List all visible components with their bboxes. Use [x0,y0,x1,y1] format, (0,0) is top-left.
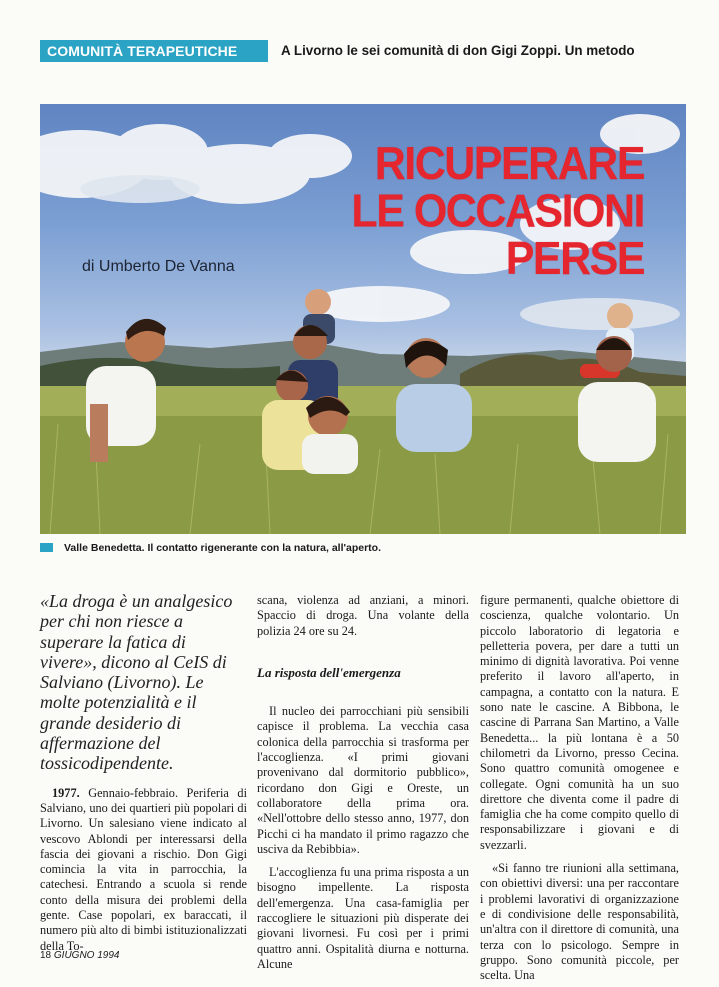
lead-year: 1977. [52,785,80,800]
column-1 [40,593,247,954]
byline: di Umberto De Vanna [82,258,235,275]
col3-paragraph-2: «Si fanno tre riunioni alla settimana, con obiettivi diversi: una per raccontare i problemi lavorativi di organizzazione e di condivisione delle responsabilità, un'altra con il direttore di comunità, una terza con lo psicologo. Sempre in gruppo. Sono comunità piccole, per scelta. Una [480,861,679,983]
title-line-2: LE OCCASIONI [351,185,644,238]
photo-caption [40,541,381,555]
subheading: La risposta dell'emergenza [257,664,401,680]
col2-paragraph-1: scana, violenza ad anziani, a minori. Spaccio di droga. Una volante della polizia 24 ore su 24. [257,593,469,638]
section-tag: COMUNITÀ TERAPEUTICHE [40,40,268,62]
col1-text: Gennaio-febbraio. Periferia di Salviano, uno dei quartieri più popolari di Livorno. Un salesiano viene indicato al vescovo Ablondi per interessarsi della fascia dei giovani a rischio. Don Gigi comincia la vita in parrocchia, la catechesi. Entrando a scuola si rende conto della misura dei problemi della gente. Case popolari, ex baraccati, il numero più alto di bimbi istituzionalizzati della To- [40,785,247,953]
magazine-issue: GIUGNO 1994 [53,950,120,961]
column-3 [480,593,679,983]
column-2 [257,593,469,972]
title-line-1: RICUPERARE [374,137,644,190]
title-line-3: PERSE [505,232,644,285]
article-title [351,137,644,285]
page-footer [40,950,120,961]
col2-paragraph-3: L'accoglienza fu una prima risposta a un bisogno impellente. La risposta dell'emergenza. Una casa-famiglia per raccogliere le situazioni più disperate dei giovani livornesi. Fu così per i primi quattro anni. Ospitalità diurna e notturna. Alcune [257,865,469,971]
caption-text: Valle Benedetta. Il contatto rigenerante con la natura, all'aperto. [64,542,381,554]
col1-paragraph [40,786,247,954]
page-number: 18 [40,950,52,961]
col2-paragraph-2: Il nucleo dei parrocchiani più sensibili capisce il problema. La vecchia casa colonica della parrocchia si trasforma per l'accoglienza. «I primi giovani provenivano dal dormitorio pubblico», ricordano don Gigi e Oreste, un collaboratore della prima ora. «Nell'ottobre dello stesso anno, 1977, don Picchi ci ha mandato il primo ragazzo che usciva da Rebibbia». [257,704,469,856]
pull-quote: «La droga è un analgesico per chi non riesce a superare la fatica di vivere», dicono al CeIS di Salviano (Livorno). Le molte potenzialità e il grande desiderio di affermazione del tossicodipendente. [40,591,233,774]
hero-photo [40,104,686,534]
caption-square-icon [40,543,53,552]
col3-paragraph-1: figure permanenti, qualche obiettore di coscienza, qualche volontario. Un piccolo laboratorio di legatoria e pelletteria povera, per dare a tutti un minimo di dignità lavorativa. Poi venne preferito il lavoro all'aperto, in campagna, a contatto con la natura. E sono nate le cascine. A Bibbona, le cascine di Parrana San Martino, a Valle Benedetta... la più lontana è a 50 chilometri da Livorno, presso Cecina. Sono quattro comunità omogenee e collegate. Ogni comunità ha un suo direttore che diventa come il padre di famiglia che ha come compito quello di responsabilizzare i giovani e di svezzarli. [480,593,679,852]
kicker-headline: A Livorno le sei comunità di don Gigi Zoppi. Un metodo [281,43,635,58]
